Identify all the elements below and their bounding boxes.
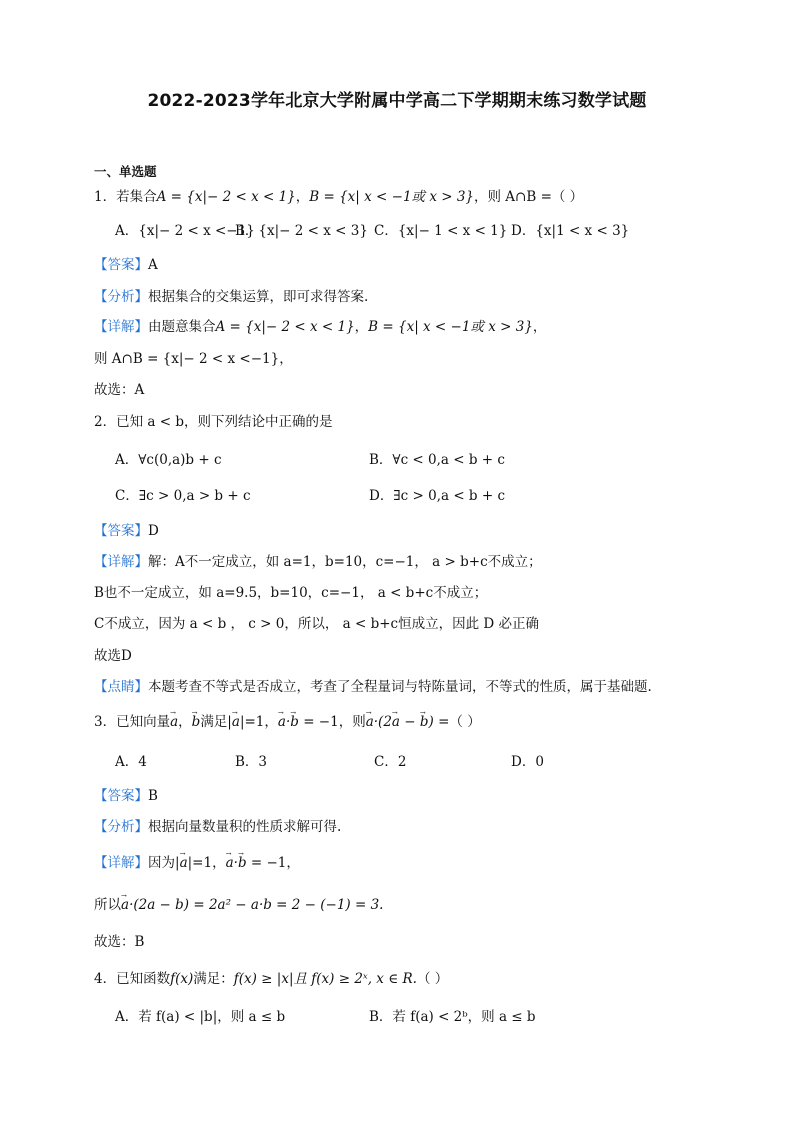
q3-option-a: A．4: [115, 754, 147, 770]
q1-detail: 【详解】由题意集合A = {x|− 2 < x < 1}，B = {x| x < −1或 x > 3}，: [94, 319, 547, 335]
q4-option-a: A．若 f(a) < |b|，则 a ≤ b: [115, 1009, 286, 1025]
q1-option-c: C．{x|− 1 < x < 1}: [374, 223, 508, 239]
q3-detail: 【详解】因为|→ a|=1，→ a·→ b = −1，: [94, 854, 300, 872]
q4-option-b: B．若 f(a) < 2ᵇ，则 a ≤ b: [369, 1009, 536, 1025]
q2-choice: 故选D: [94, 648, 132, 664]
q1-detail-result: 则 A∩B = {x|− 2 < x <−1}，: [94, 351, 293, 367]
q2-option-a: A．∀c(0,a)b + c: [115, 452, 222, 468]
question-1-options: [115, 222, 629, 240]
q3-solution: 所以→ a·(2a − b) = 2a² − a·b = 2 − (−1) = 3.: [94, 896, 383, 914]
q3-option-b: B．3: [235, 754, 268, 770]
q2-comment: 【点睛】本题考查不等式是否成立，考查了全程量词与特陈量词，不等式的性质，属于基础题.: [94, 679, 652, 695]
question-1-stem: 1．若集合A = {x|− 2 < x < 1}，B = {x| x < −1或 x > 3}，则 A∩B =（ ）: [94, 189, 584, 205]
q2-detail-1: 【详解】解：A不一定成立，如 a=1，b=10，c=−1， a > b+c不成立；: [94, 554, 542, 570]
q3-answer: 【答案】B: [94, 788, 158, 804]
question-4-stem: 4．已知函数f(x)满足：f(x) ≥ |x|且 f(x) ≥ 2ˣ, x ∈ R.（ ）: [94, 971, 449, 987]
q2-answer: 【答案】D: [94, 523, 159, 539]
q3-option-d: D．0: [511, 754, 544, 770]
question-3-stem: 3．已知向量→ a，→ b满足|→ a|=1，→ a·→ b = −1，则→ a·(2→ a − → b) =（ ）: [94, 713, 481, 731]
q1-answer: 【答案】A: [94, 257, 158, 273]
q2-option-b: B．∀c < 0,a < b + c: [369, 452, 505, 468]
q3-analysis: 【分析】根据向量数量积的性质求解可得.: [94, 819, 342, 835]
q1-option-d: D．{x|1 < x < 3}: [511, 223, 630, 239]
q3-option-c: C．2: [374, 754, 407, 770]
page-title: 2022-2023学年北京大学附属中学高二下学期期末练习数学试题: [147, 91, 647, 111]
q1-option-a: A．{x|− 2 < x <−1}: [115, 223, 255, 239]
q1-analysis: 【分析】根据集合的交集运算，即可求得答案.: [94, 289, 369, 305]
q2-detail-2: B也不一定成立，如 a=9.5，b=10，c=−1， a < b+c不成立；: [94, 585, 488, 601]
q2-option-d: D．∃c > 0,a < b + c: [369, 488, 506, 504]
q3-choice: 故选：B: [94, 934, 145, 950]
q1-choice: 故选：A: [94, 382, 145, 398]
q1-option-b: B．{x|− 2 < x < 3}: [235, 223, 368, 239]
question-2-stem: 2．已知 a < b，则下列结论中正确的是: [94, 414, 333, 430]
question-3-options: [115, 753, 544, 771]
section-heading: 一、单选题: [94, 164, 157, 179]
q2-option-c: C．∃c > 0,a > b + c: [115, 488, 251, 504]
q2-detail-3: C不成立，因为 a < b ， c > 0，所以， a < b+c恒成立，因此 D 必正确: [94, 616, 539, 632]
